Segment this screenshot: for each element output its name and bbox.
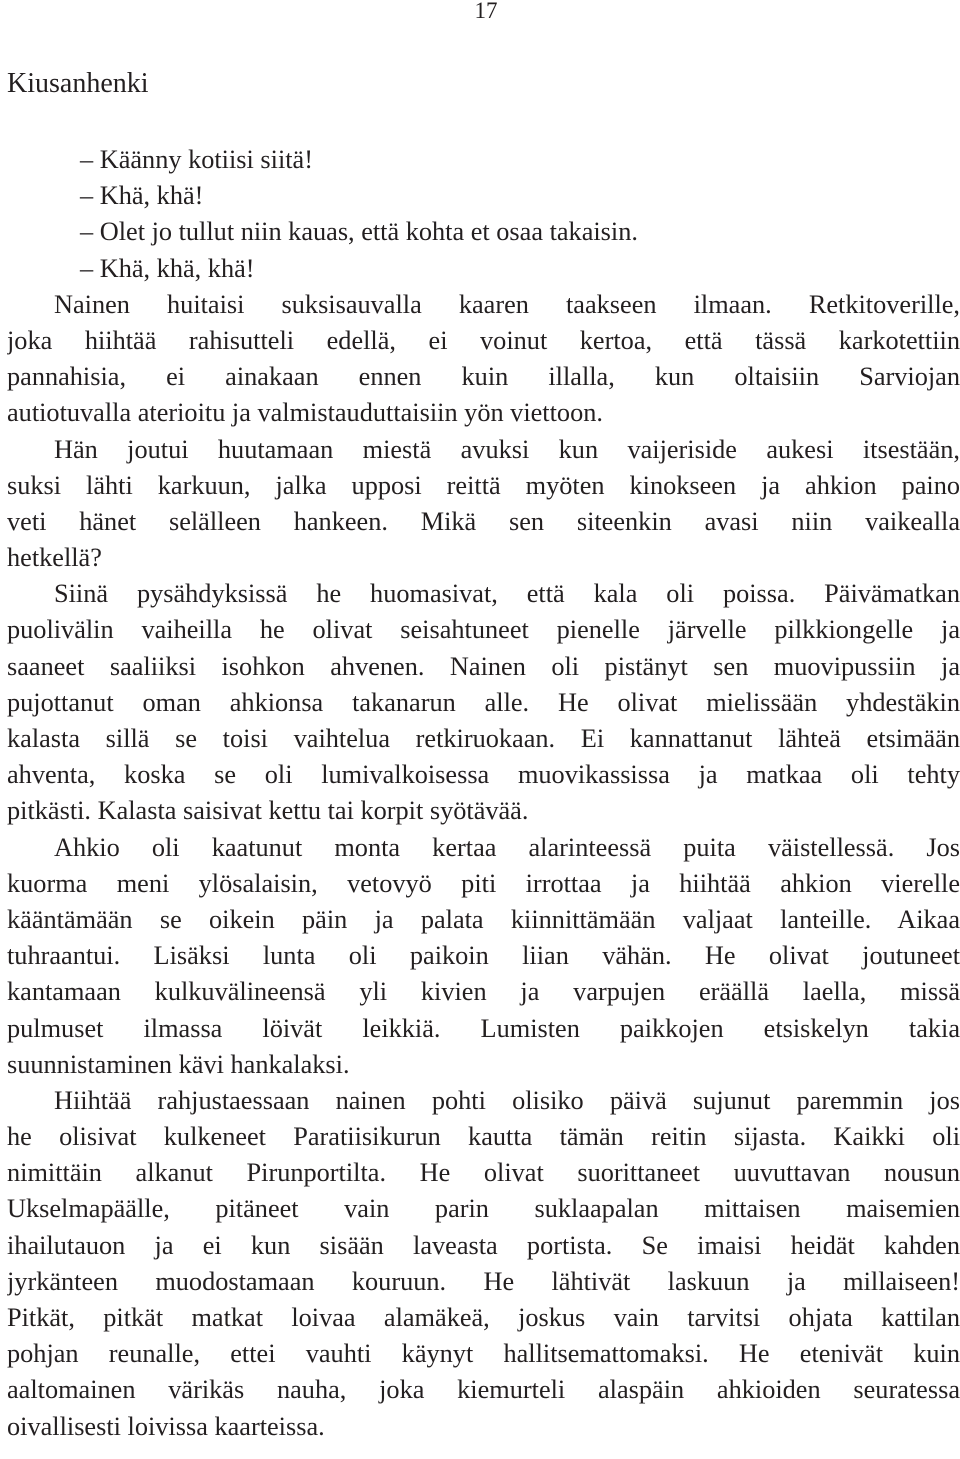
text-line: ahventa, koska se oli lumivalkoisessa muovikassissa ja matkaa oli tehty [7, 760, 960, 790]
text-line: Siinä pysähdyksissä he huomasivat, että kala oli poissa. Päivämatkan [54, 579, 960, 609]
text-line: joka hiihtää rahisutteli edellä, ei voinut kertoa, että tässä karkotettiin [7, 325, 960, 355]
text-line: pulmuset ilmassa löivät leikkiä. Lumisten paikkojen etsiskelyn takia [7, 1013, 960, 1043]
text-line: autiotuvalla aterioitu ja valmistauduttaisiin yön viettoon. [7, 398, 603, 428]
dialogue-line: – Khä, khä! [80, 181, 204, 211]
text-line: nimittäin alkanut Pirunportilta. He olivat suorittaneet uuvuttavan nousun [7, 1158, 960, 1188]
text-line: pujottanut oman ahkionsa takanarun alle. He olivat mielissään yhdestäkin [7, 687, 960, 717]
text-line: Ukselmapäälle, pitäneet vain parin suklaapalan mittaisen maisemien [7, 1194, 960, 1224]
text-line: kantamaan kulkuvälineensä yli kivien ja varpujen eräällä laella, missä [7, 977, 960, 1007]
text-line: pannahisia, ei ainakaan ennen kuin illalla, kun oltaisiin Sarviojan [7, 362, 960, 392]
text-line: kääntämään se oikein päin ja palata kiinnittämään valjaat lanteille. Aikaa [7, 904, 960, 934]
dialogue-line: – Käänny kotiisi siitä! [80, 145, 313, 174]
dialogue-line: – Khä, khä, khä! [80, 253, 255, 283]
dialogue-line: – Olet jo tullut niin kauas, että kohta et osaa takaisin. [80, 217, 638, 247]
text-line: he olisivat kulkeneet Paratiisikurun kautta tämän reitin sijasta. Kaikki oli [7, 1122, 960, 1152]
text-line: veti hänet selälleen hankeen. Mikä sen siteenkin avasi niin vaikealla [7, 506, 960, 536]
text-line: tuhraantui. Lisäksi lunta oli paikoin liian vähän. He olivat joutuneet [7, 941, 960, 971]
text-line: ihailutauon ja ei kun sisään laveasta portista. Se imaisi heidät kahden [7, 1230, 960, 1260]
text-line: Nainen huitaisi suksisauvalla kaaren taakseen ilmaan. Retkitoverille, [54, 289, 960, 319]
text-line: Pitkät, pitkät matkat loivaa alamäkeä, joskus vain tarvitsi ohjata kattilan [7, 1303, 960, 1332]
text-line: Hän joutui huutamaan miestä avuksi kun vaijeriside aukesi itsestään, [54, 434, 960, 464]
chapter-body [7, 142, 960, 1445]
text-line: Ahkio oli kaatunut monta kertaa alarinteessä puita väistellessä. Jos [54, 832, 960, 862]
text-line: aaltomainen värikäs nauha, joka kiemurteli alaspäin ahkioiden seuratessa [7, 1375, 960, 1405]
text-line: hetkellä? [7, 543, 102, 573]
text-line: kalasta sillä se toisi vaihtelua retkiruokaan. Ei kannattanut lähteä etsimään [7, 724, 960, 753]
text-line: suunnistaminen kävi hankalaksi. [7, 1049, 350, 1079]
chapter-title: Kiusanhenki [7, 68, 149, 99]
text-line: jyrkänteen muodostamaan kouruun. He lähtivät laskuun ja millaiseen! [7, 1266, 960, 1296]
text-line: suksi lähti karkuun, jalka upposi reittä myöten kinokseen ja ahkion paino [7, 470, 960, 500]
page-number: 17 [474, 0, 498, 23]
text-line: kuorma meni ylösalaisin, vetovyö piti irrottaa ja hiihtää ahkion vierelle [7, 868, 960, 898]
text-line: pitkästi. Kalasta saisivat kettu tai korpit syötävää. [7, 796, 529, 826]
text-line: Hiihtää rahjustaessaan nainen pohti olisiko päivä sujunut paremmin jos [54, 1085, 960, 1115]
text-line: puolivälin vaiheilla he olivat seisahtuneet pienelle järvelle pilkkiongelle ja [7, 615, 960, 645]
text-line: pohjan reunalle, ettei vauhti käynyt hallitsemattomaksi. He etenivät kuin [7, 1339, 960, 1369]
text-line: saaneet saaliiksi isohkon ahvenen. Nainen oli pistänyt sen muovipussiin ja [7, 651, 960, 681]
text-line: oivallisesti loivissa kaarteissa. [7, 1411, 325, 1441]
